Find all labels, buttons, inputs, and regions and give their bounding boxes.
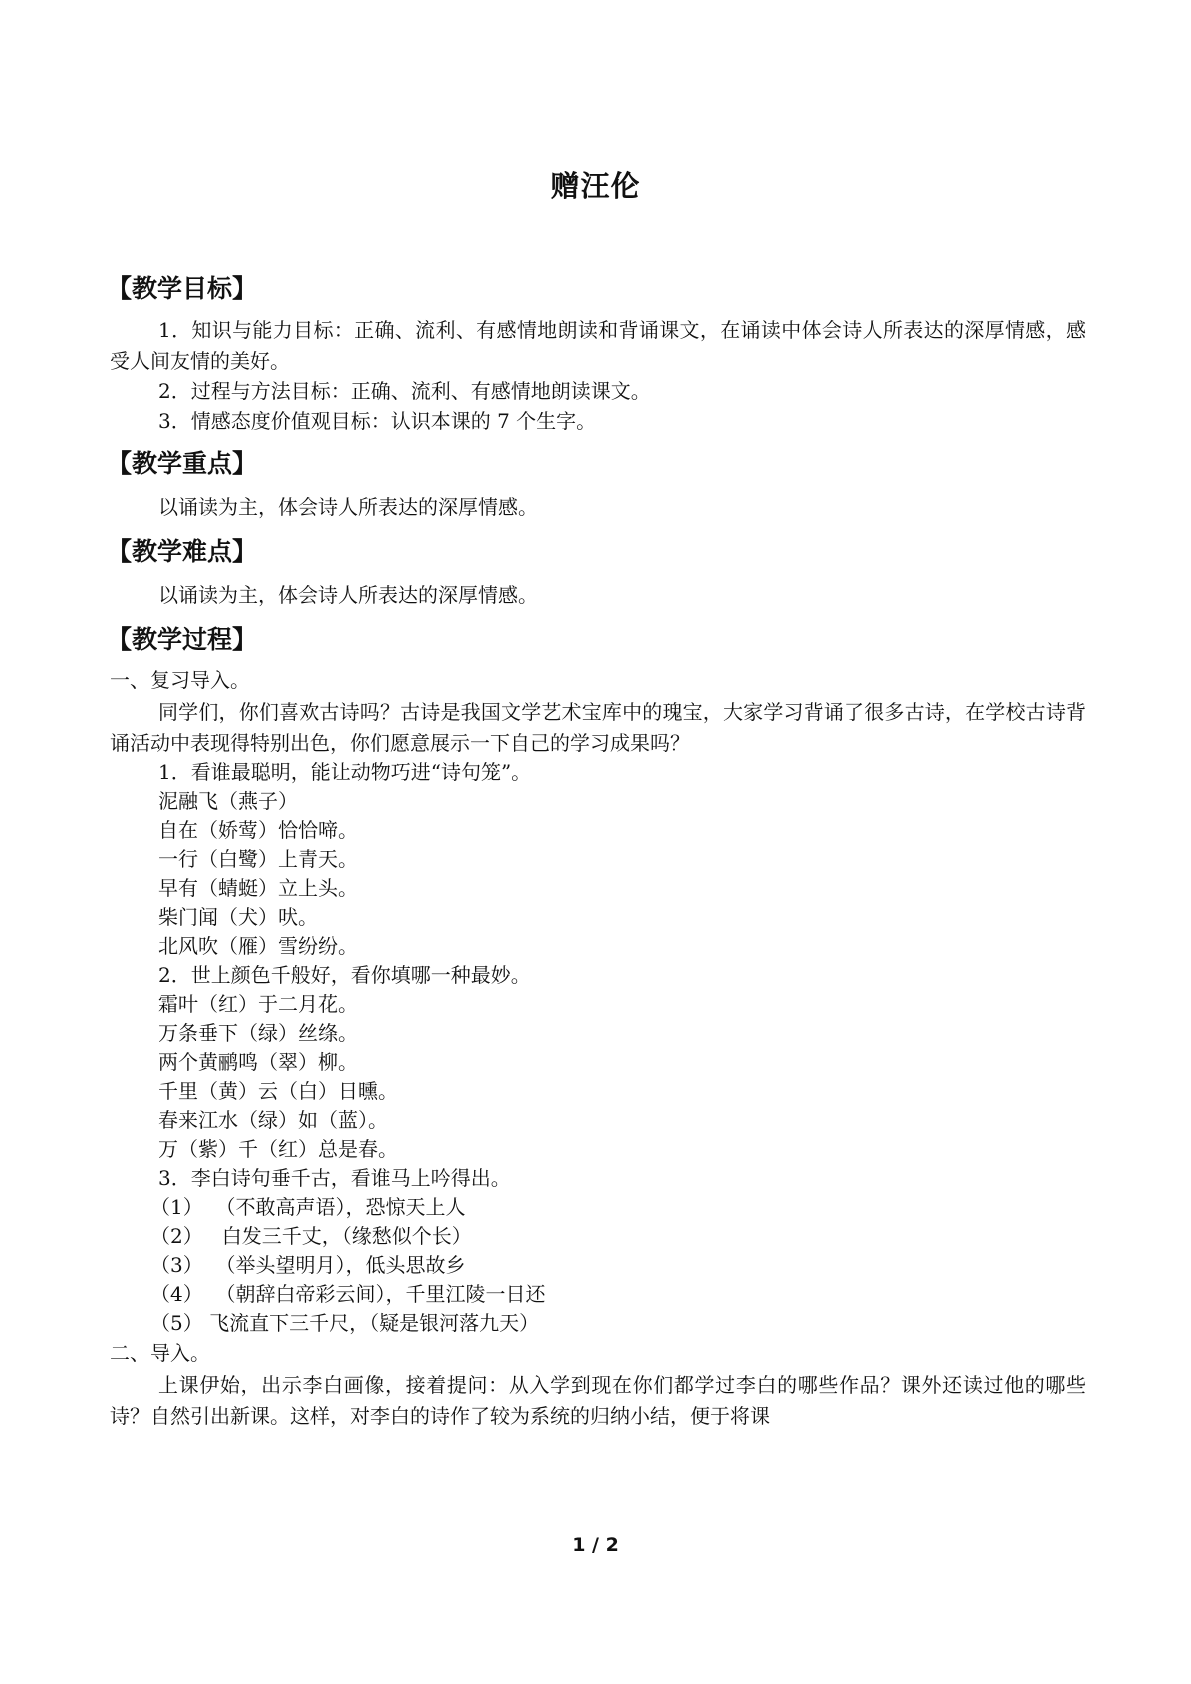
task2-line: 千里（黄）云（白）日曛。 — [158, 1079, 398, 1103]
goal-item-3: 3．情感态度价值观目标：认识本课的 7 个生字。 — [158, 409, 597, 433]
heading-teaching-process: 【教学过程】 — [107, 625, 258, 654]
task3-line: （3） （举头望明月），低头思故乡 — [150, 1253, 466, 1277]
part2-text: 上课伊始，出示李白画像，接着提问：从入学到现在你们都学过李白的哪些作品？课外还读过他的哪些诗？自然引出新课。这样，对李白的诗作了较为系统的归纳小结，便于将课 — [110, 1373, 1086, 1428]
task2-line: 万条垂下（绿）丝绦。 — [158, 1021, 358, 1045]
task3-line: （2） 白发三千丈，（缘愁似个长） — [150, 1224, 472, 1248]
page-indicator: 1 / 2 — [572, 1534, 619, 1556]
task3-line: （5） 飞流直下三千尺，（疑是银河落九天） — [150, 1311, 540, 1335]
goal-item-1: 1．知识与能力目标：正确、流利、有感情地朗读和背诵课文，在诵读中体会诗人所表达的深厚情感，感受人间友情的美好。 — [110, 318, 1086, 373]
part2-title: 二、导入。 — [110, 1341, 210, 1365]
task2-line: 万（紫）千（红）总是春。 — [158, 1137, 398, 1161]
task3-line: （1） （不敢高声语），恐惊天上人 — [150, 1195, 466, 1219]
task1-line: 泥融飞（燕子） — [158, 789, 298, 813]
task1-line: 早有（蜻蜓）立上头。 — [158, 876, 358, 900]
task1-title: 1．看谁最聪明，能让动物巧进“诗句笼”。 — [158, 760, 532, 784]
heading-difficulties: 【教学难点】 — [107, 537, 258, 566]
task1-line: 一行（白鹭）上青天。 — [158, 847, 358, 871]
task1-line: 柴门闻（犬）吠。 — [158, 905, 318, 929]
document-title: 赠汪伦 — [550, 169, 641, 203]
heading-key-points: 【教学重点】 — [107, 449, 258, 478]
part1-title: 一、复习导入。 — [110, 668, 250, 692]
part1-intro: 同学们，你们喜欢古诗吗？古诗是我国文学艺术宝库中的瑰宝，大家学习背诵了很多古诗，在学校古诗背诵活动中表现得特别出色，你们愿意展示一下自己的学习成果吗？ — [110, 700, 1086, 755]
key-points-text: 以诵读为主，体会诗人所表达的深厚情感。 — [158, 495, 538, 519]
task3-line: （4） （朝辞白帝彩云间），千里江陵一日还 — [150, 1282, 546, 1306]
task2-line: 霜叶（红）于二月花。 — [158, 992, 358, 1016]
task2-line: 两个黄鹂鸣（翠）柳。 — [158, 1050, 358, 1074]
task1-line: 北风吹（雁）雪纷纷。 — [158, 934, 358, 958]
task3-title: 3．李白诗句垂千古，看谁马上吟得出。 — [158, 1166, 511, 1190]
task2-line: 春来江水（绿）如（蓝）。 — [158, 1108, 388, 1132]
task2-title: 2．世上颜色千般好，看你填哪一种最妙。 — [158, 963, 531, 987]
heading-teaching-goals: 【教学目标】 — [107, 274, 258, 303]
goal-item-2: 2．过程与方法目标：正确、流利、有感情地朗读课文。 — [158, 379, 651, 403]
difficulties-text: 以诵读为主，体会诗人所表达的深厚情感。 — [158, 583, 538, 607]
task1-line: 自在（娇莺）恰恰啼。 — [158, 818, 358, 842]
